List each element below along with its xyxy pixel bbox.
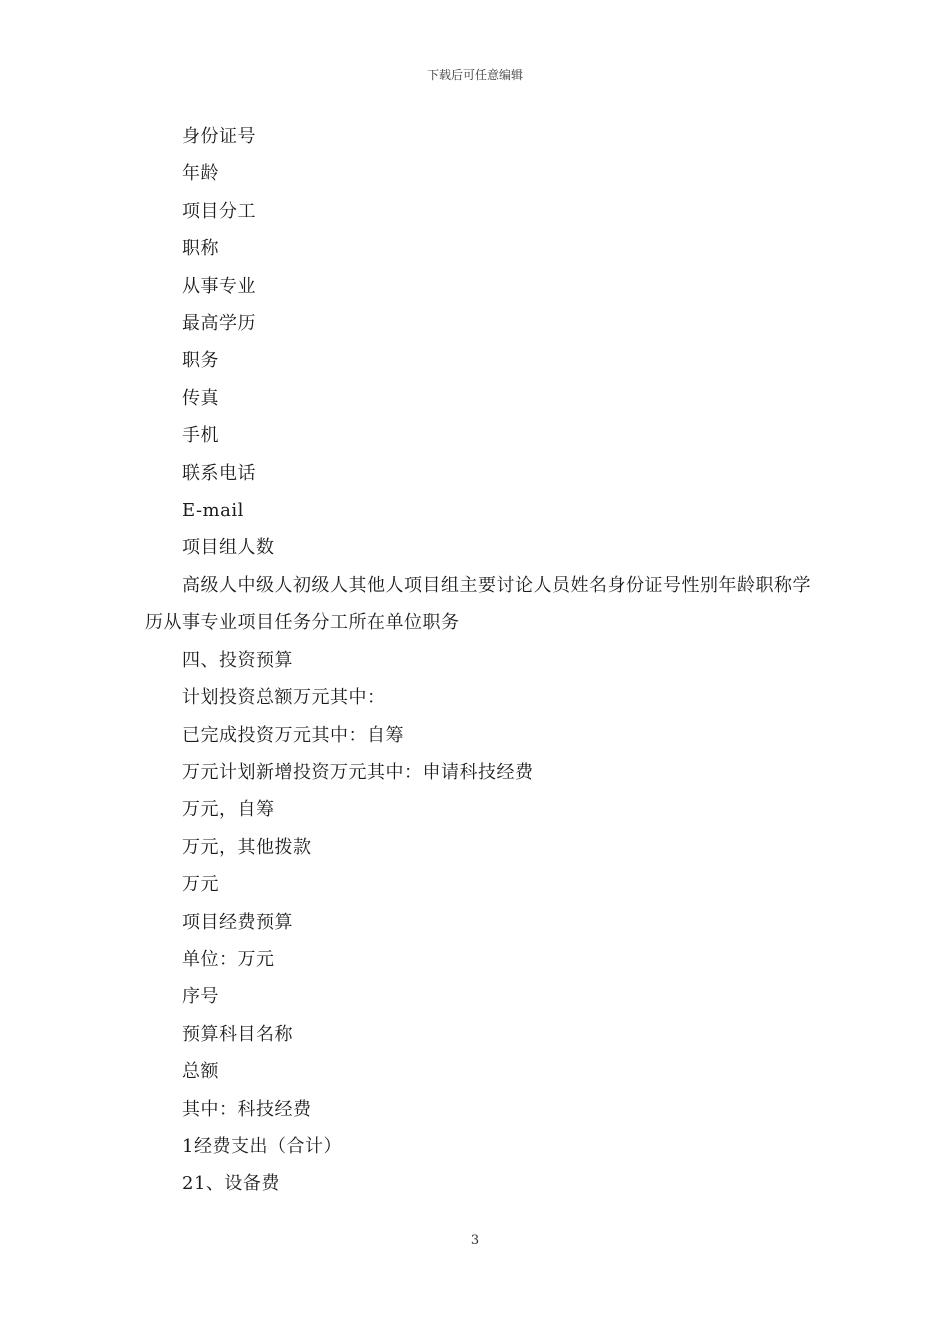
paragraph: 职称 <box>182 238 219 260</box>
paragraph: 项目分工 <box>182 200 256 222</box>
paragraph: 从事专业 <box>182 275 256 297</box>
paragraph: 总额 <box>182 1061 219 1083</box>
paragraph: 计划投资总额万元其中： <box>182 687 386 709</box>
paragraph: 预算科目名称 <box>182 1023 293 1045</box>
paragraph: 高级人中级人初级人其他人项目组主要讨论人员姓名身份证号性别年龄职称学历从事专业项目任务分工所在单位职务 <box>145 574 811 634</box>
paragraph: 最高学历 <box>182 313 256 335</box>
paragraph: 项目经费预算 <box>182 911 293 933</box>
paragraph: 传真 <box>182 387 219 409</box>
paragraph: 万元 <box>182 874 219 896</box>
paragraph: 联系电话 <box>182 462 256 484</box>
paragraph: 年龄 <box>182 163 219 185</box>
paragraph: 已完成投资万元其中：自筹 <box>182 724 404 746</box>
paragraph: 序号 <box>182 986 219 1008</box>
paragraph: 身份证号 <box>182 126 256 147</box>
paragraph: 手机 <box>182 425 219 447</box>
section-heading: 四、投资预算 <box>182 649 293 671</box>
paragraph: 其中：科技经费 <box>182 1098 312 1120</box>
paragraph: 1经费支出（合计） <box>182 1135 342 1157</box>
document-body <box>145 118 825 1203</box>
page-header: 下载后可任意编辑 <box>426 68 523 82</box>
paragraph: 万元，其他拨款 <box>182 836 312 858</box>
paragraph: 万元计划新增投资万元其中：申请科技经费 <box>182 761 534 783</box>
page-number: 3 <box>470 1233 480 1248</box>
paragraph: 项目组人数 <box>182 537 275 559</box>
paragraph: 单位：万元 <box>182 948 275 970</box>
paragraph: 职务 <box>182 350 219 372</box>
paragraph: 21、设备费 <box>182 1173 280 1195</box>
paragraph: 万元，自筹 <box>182 799 275 821</box>
paragraph: E-mail <box>182 500 244 522</box>
